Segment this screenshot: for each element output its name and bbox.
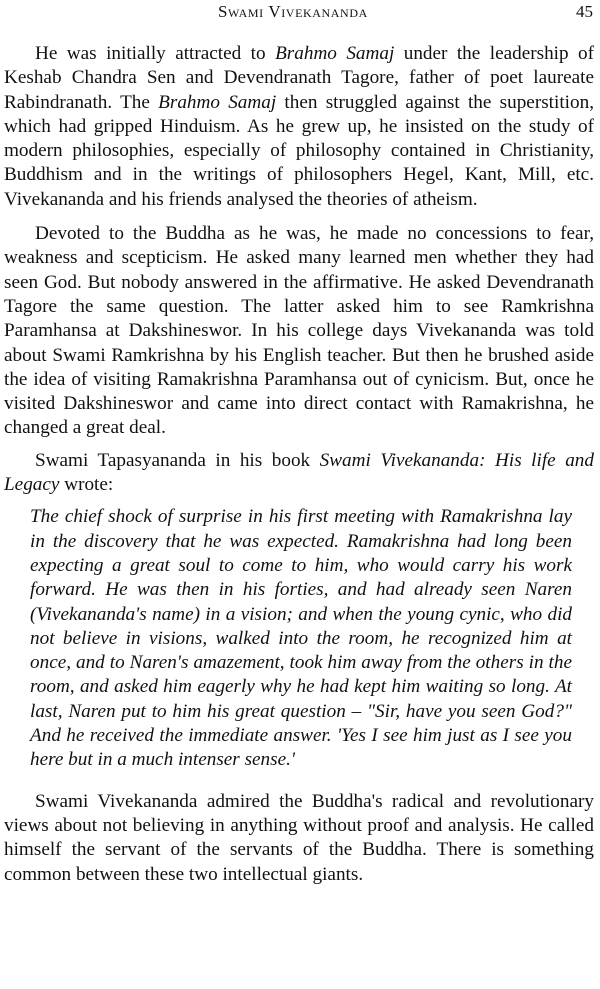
paragraph-text: under the leadership of Keshab Chandra Sen and Devendranath Tagore, father of poet laureate Rabindranath. The (4, 43, 595, 113)
paragraph-text: He was initially attracted to (35, 43, 276, 64)
running-title: Swami Vivekananda (218, 2, 368, 21)
page-number: 45 (576, 2, 593, 21)
paragraph-text: wrote: (59, 474, 114, 496)
paragraph-text: then struggled against the superstition, which had gripped Hinduism. As he grew up, he insisted on the study of modern philosophies, especially of philosophy contained in Christianity, Buddhism and in the writings of philosophers Hegel, Kant, Mill, etc. Vivekananda and his friends analysed the theories of atheism. (4, 91, 594, 210)
running-head (0, 2, 600, 24)
book-title-italic: Swami Vivekananda: His life and Legacy (4, 449, 594, 496)
paragraph-brahmo-samaj (4, 42, 594, 212)
paragraph-tapasyananda (4, 449, 594, 498)
brahmo-samaj-italic: Brahmo Samaj (158, 91, 277, 113)
paragraph-devoted-to-buddha: Devoted to the Buddha as he was, he made no concessions to fear, weakness and scepticism. He asked many learned men whether they had seen God. But nobody answered in the affirmative. He asked Devendranath Tagore the same question. The latter asked him to see Ramkrishna Paramhansa at Dakshineswor. In his college days Vivekananda was told about Swami Ramkrishna by his English teacher. But then he brushed aside the idea of visiting Ramakrishna Paramhansa out of cynicism. But, once he visited Dakshineswor and came into direct contact with Ramakrishna, he changed a great deal. (4, 223, 594, 439)
body-text (4, 42, 594, 895)
paragraph-text: Swami Tapasyananda in his book (35, 449, 320, 471)
paragraph-buddha-admired: Swami Vivekananda admired the Buddha's radical and revolutionary views about not believing in anything without proof and analysis. He called himself the servant of the servants of the Buddha. There is something common between these two intellectual giants. (4, 790, 594, 885)
block-quote: The chief shock of surprise in his first meeting with Ramakrishna lay in the discovery that he was expected. Ramakrishna had long been expecting a great soul to come to him, who would carry his work forward. He was then in his forties, and had already seen Naren (Vivekananda's name) in a vision; and when the young cynic, who did not believe in visions, walked into the room, he recognized him at once, and to Naren's amazement, took him away from the others in the room, and asked him eagerly why he had kept him waiting so long. At last, Naren put to him his great question – "Sir, have you seen God?" And he received the immediate answer. 'Yes I see him just as I see you here but in a much intenser sense.' (30, 506, 572, 771)
brahmo-samaj-italic: Brahmo Samaj (275, 43, 395, 64)
